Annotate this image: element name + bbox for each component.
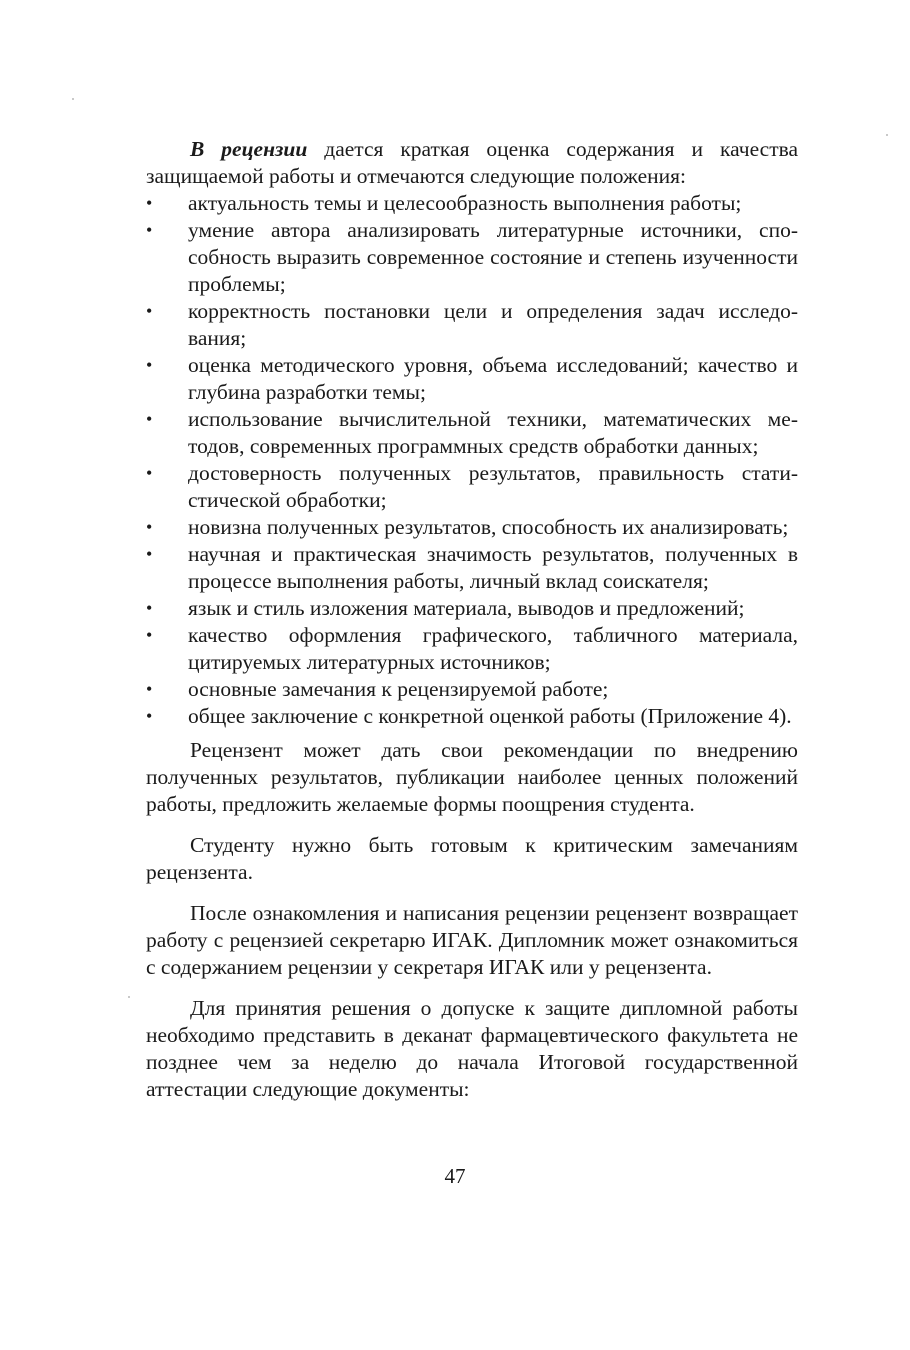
student-readiness-paragraph: Студенту нужно быть готовым к критическим замечаниям рецензента. bbox=[146, 833, 798, 884]
list-item-text: общее заключение с конкретной оценкой работы (Приложение 4). bbox=[188, 704, 792, 728]
list-item bbox=[146, 190, 798, 217]
list-item-text: корректность постановки цели и определения задач исследования; bbox=[188, 299, 798, 350]
list-item-text: оценка методического уровня, объема исследований; качество и глубина разработки темы; bbox=[188, 353, 798, 404]
documents-required-paragraph: Для принятия решения о допуске к защите дипломной работы необходимо представить в деканат фармацевтического факультета не позднее чем за неделю до начала Итоговой государственной аттестации следующие документы: bbox=[146, 996, 798, 1101]
list-item bbox=[146, 703, 798, 730]
bullet-icon: • bbox=[146, 463, 153, 483]
bullet-icon: • bbox=[146, 409, 153, 429]
list-item bbox=[146, 406, 798, 460]
list-item-text: умение автора анализировать литературные источники, способность выразить современное состояние и степень изученности проблемы; bbox=[188, 218, 798, 296]
list-item bbox=[146, 217, 798, 298]
bullet-icon: • bbox=[146, 355, 153, 375]
bullet-icon: • bbox=[146, 517, 153, 537]
page-body bbox=[146, 136, 798, 1103]
bullet-icon: • bbox=[146, 598, 153, 618]
requirements-list bbox=[146, 190, 798, 730]
list-item-text: язык и стиль изложения материала, выводов и предложений; bbox=[188, 596, 745, 620]
list-item bbox=[146, 352, 798, 406]
scan-speck bbox=[886, 134, 888, 136]
list-item bbox=[146, 676, 798, 703]
list-item-text: актуальность темы и целесообразность выполнения работы; bbox=[188, 191, 742, 215]
bullet-icon: • bbox=[146, 625, 153, 645]
intro-paragraph bbox=[146, 136, 798, 190]
list-item-text: основные замечания к рецензируемой работе; bbox=[188, 677, 609, 701]
review-return-paragraph: После ознакомления и написания рецензии рецензент возвращает работу с рецензией секретарю ИГАК. Дипломник может ознакомиться с содержанием рецензии у секретаря ИГАК или у рецензента. bbox=[146, 901, 798, 979]
list-item-text: использование вычислительной техники, математических методов, современных программных средств обработки данных; bbox=[188, 407, 798, 458]
bullet-icon: • bbox=[146, 679, 153, 699]
page-number: 47 bbox=[444, 1164, 466, 1188]
list-item bbox=[146, 622, 798, 676]
intro-lead: В рецензии bbox=[190, 137, 308, 161]
reviewer-recommendations-paragraph: Рецензент может дать свои рекомендации по внедрению полученных результатов, публикации наиболее ценных положений работы, предложить желаемые формы поощрения студента. bbox=[146, 738, 798, 816]
scan-speck bbox=[128, 996, 130, 998]
list-item-text: научная и практическая значимость результатов, полученных в процессе выполнения работы, личный вклад соискателя; bbox=[188, 542, 798, 593]
list-item-text: качество оформления графического, табличного материала, цитируемых литературных источников; bbox=[188, 623, 798, 674]
list-item bbox=[146, 514, 798, 541]
list-item bbox=[146, 541, 798, 595]
bullet-icon: • bbox=[146, 220, 153, 240]
list-item bbox=[146, 595, 798, 622]
bullet-icon: • bbox=[146, 193, 153, 213]
bullet-icon: • bbox=[146, 706, 153, 726]
scan-speck bbox=[72, 98, 74, 100]
list-item bbox=[146, 298, 798, 352]
list-item-text: достоверность полученных результатов, правильность статистической обработки; bbox=[188, 461, 798, 512]
bullet-icon: • bbox=[146, 301, 153, 321]
intro-text: дается краткая оценка содержания и качества защищаемой работы и отмечаются следующие положения: bbox=[146, 137, 798, 188]
list-item-text: новизна полученных результатов, способность их анализировать; bbox=[188, 515, 789, 539]
bullet-icon: • bbox=[146, 544, 153, 564]
list-item bbox=[146, 460, 798, 514]
